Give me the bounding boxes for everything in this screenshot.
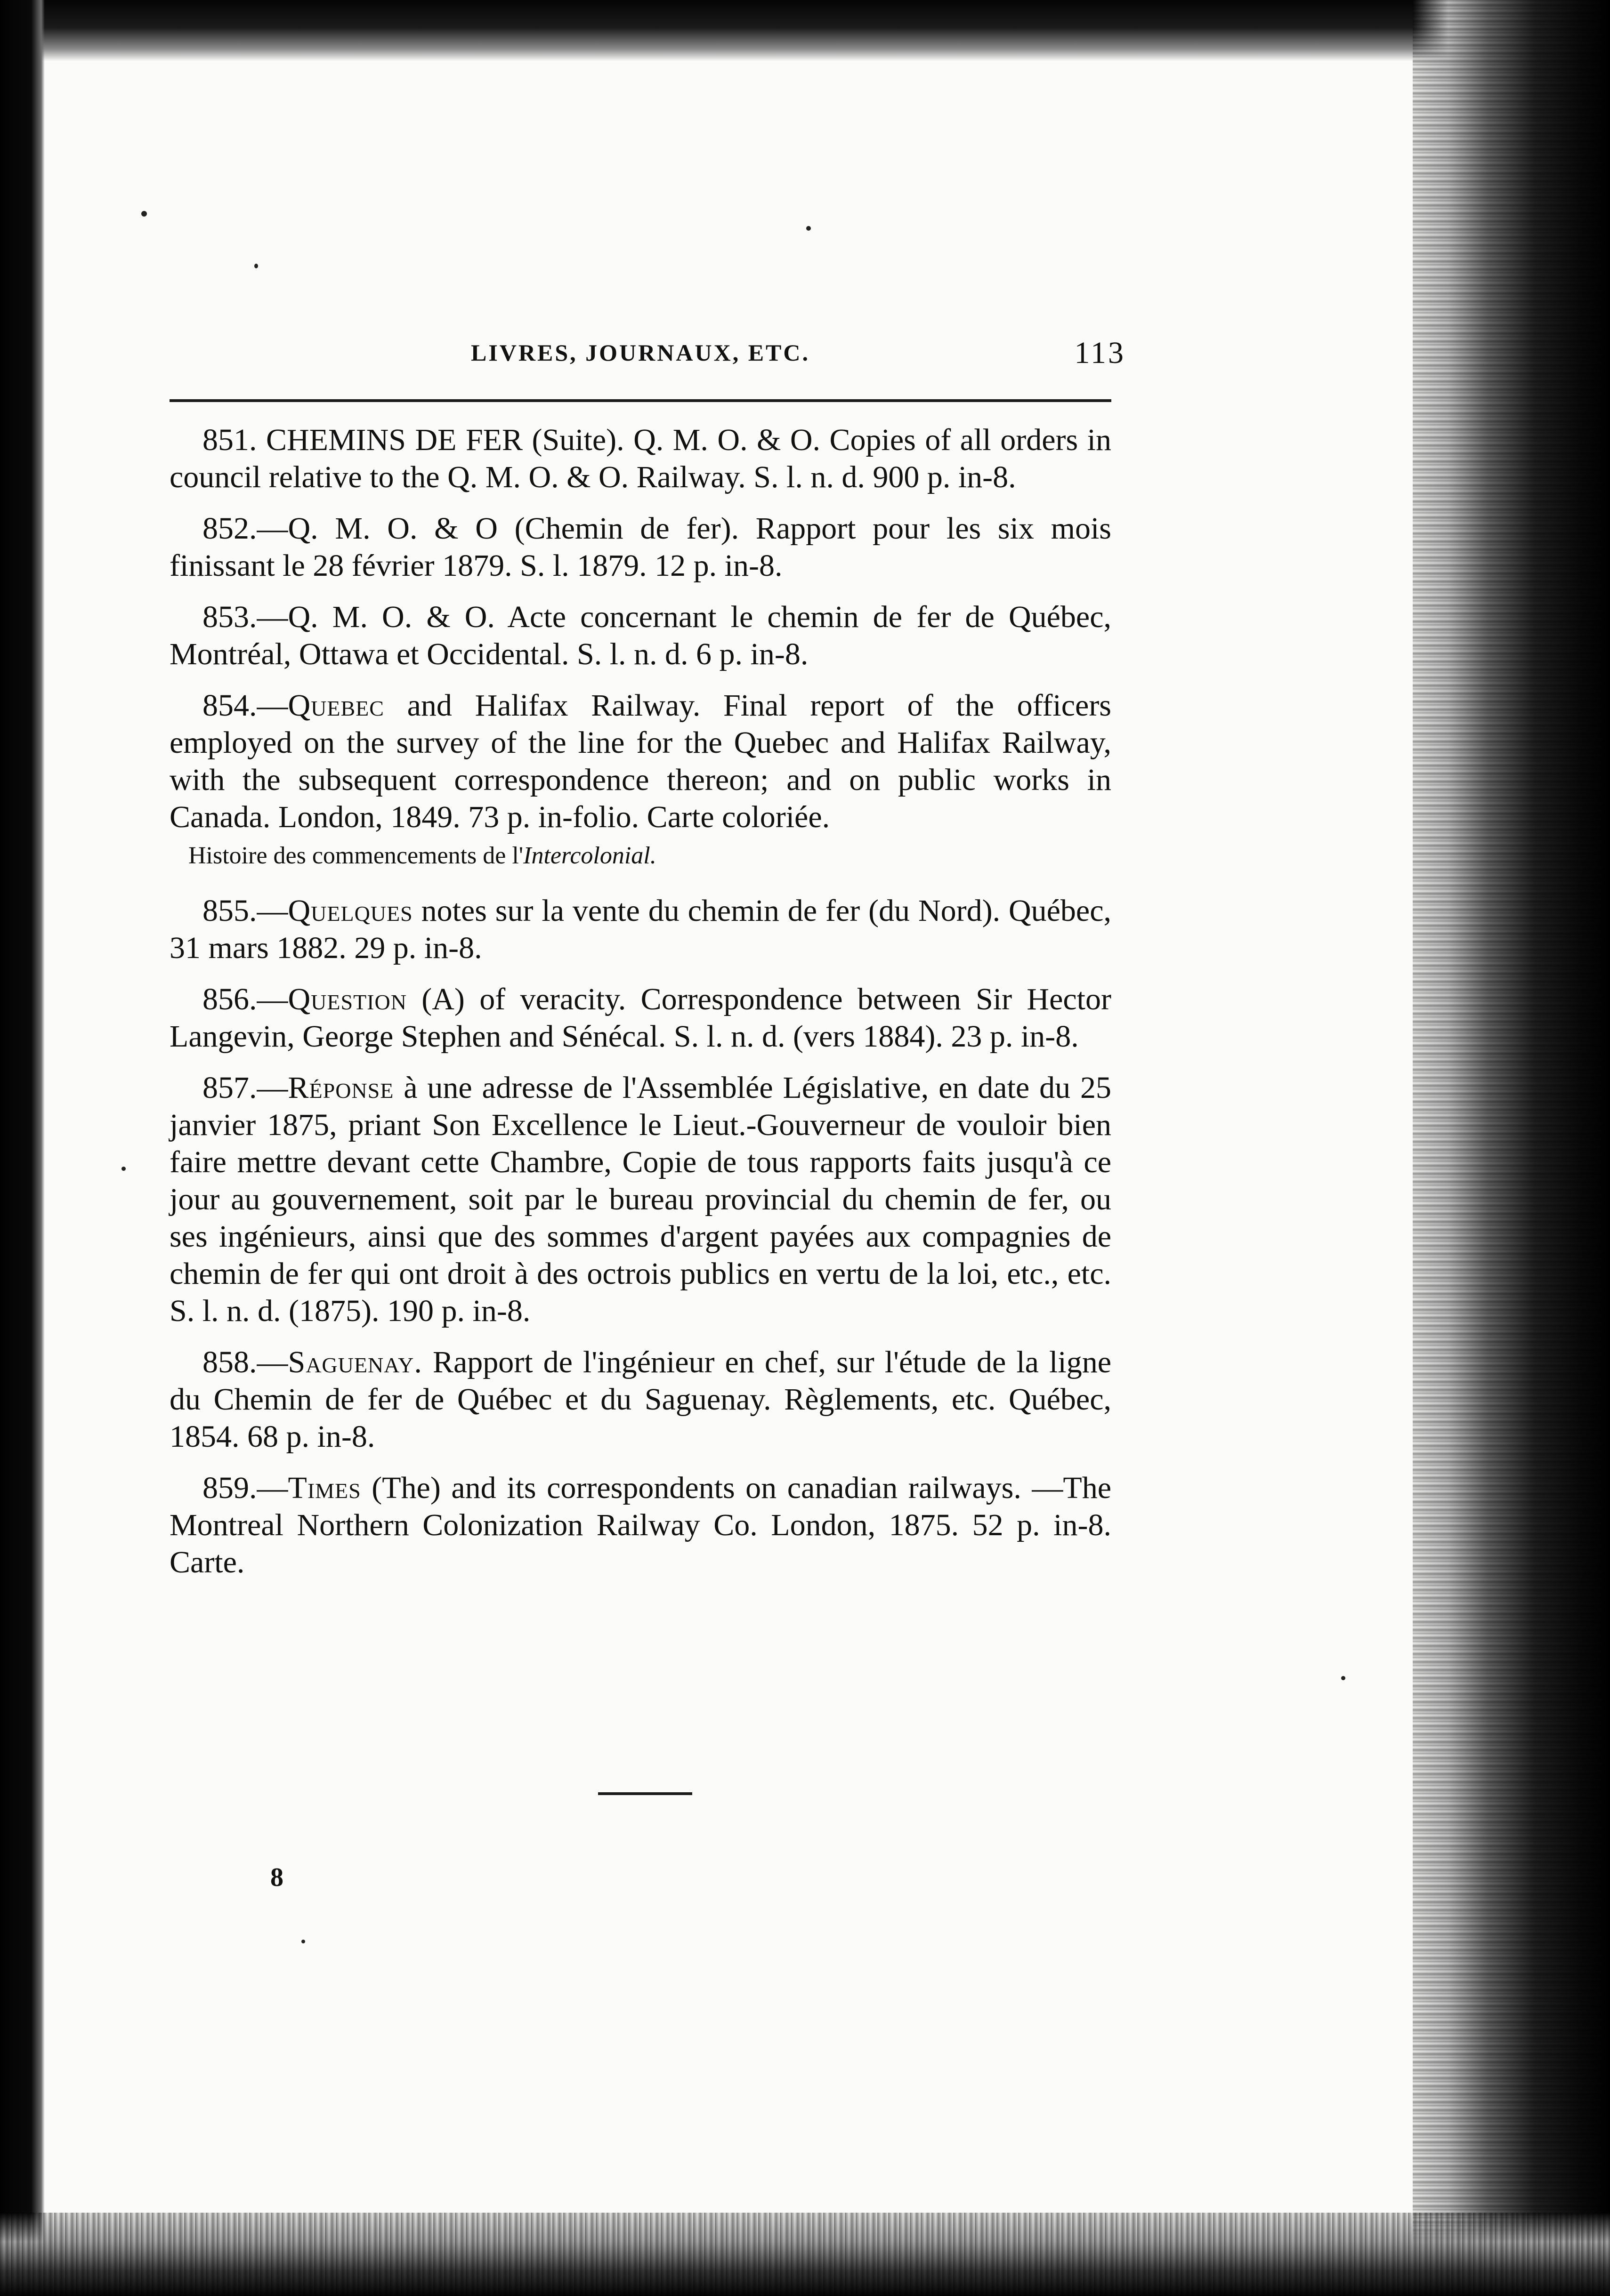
entry-dash: —: [257, 600, 288, 634]
entry-text: (A) of veracity. Correspondence between Sir Hector Langevin, George Stephen and Sénécal. S. l. n. d. (vers 1884). 23 p. in-8.: [170, 982, 1111, 1054]
entry-heading: CHEMINS DE FER: [266, 423, 523, 457]
entry-heading: Question: [288, 982, 407, 1016]
entry-number: 852.: [202, 511, 257, 546]
running-head: [170, 336, 1125, 377]
entry-number: 855.: [202, 894, 257, 928]
entry-number: 857.: [202, 1071, 257, 1105]
entry-text: notes sur la vente du chemin de fer (du Nord). Québec, 31 mars 1882. 29 p. in-8.: [170, 894, 1111, 965]
entry-text: Q. M. O. & O. Acte concernant le chemin de fer de Québec, Montréal, Ottawa et Occidental. S. l. n. d. 6 p. in-8.: [170, 600, 1111, 671]
entry-dash: —: [257, 1071, 288, 1105]
entry-number: 858.: [202, 1345, 257, 1379]
entry-851: [170, 421, 1111, 496]
entry-dash: —: [257, 1471, 288, 1505]
entry-number: 859.: [202, 1471, 257, 1505]
entry-heading: Saguenay.: [288, 1345, 422, 1379]
entry-857: [170, 1069, 1111, 1329]
entry-852: [170, 510, 1111, 584]
section-end-rule: [598, 1792, 692, 1795]
entry-859: [170, 1469, 1111, 1581]
entry-856: [170, 981, 1111, 1055]
entry-number: 851.: [202, 423, 257, 457]
entry-heading: Quebec: [288, 688, 384, 723]
note-italic: Intercolonial.: [523, 842, 656, 869]
entry-853: [170, 598, 1111, 673]
entry-text: Rapport de l'ingénieur en chef, sur l'étude de la ligne du Chemin de fer de Québec et du Saguenay. Règlements, etc. Québec, 1854. 68 p. in-8.: [170, 1345, 1111, 1454]
entry-854: [170, 687, 1111, 836]
entry-dash: —: [257, 688, 288, 723]
running-title: LIVRES, JOURNAUX, ETC.: [470, 339, 810, 366]
entry-number: 856.: [202, 982, 257, 1016]
note-text: Histoire des commencements de l': [188, 842, 524, 869]
entry-dash: —: [257, 894, 288, 928]
entry-heading: Quelques: [288, 894, 413, 928]
page-number: 113: [1074, 336, 1125, 370]
entry-number: 854.: [202, 688, 257, 723]
entry-heading: Times: [288, 1471, 361, 1505]
entry-text: à une adresse de l'Assemblée Législative, en date du 25 janvier 1875, priant Son Excellence le Lieut.-Gouverneur de vouloir bien faire mettre devant cette Chambre, Copie de tous rapports faits jusqu'à ce jour au gouvernement, soit par le bureau provincial du chemin de fer, ou ses ingénieurs, ainsi que des sommes d'argent payées aux compagnies de chemin de fer qui ont droit à des octrois publics en vertu de la loi, etc., etc. S. l. n. d. (1875). 190 p. in-8.: [170, 1071, 1111, 1328]
entry-dash: —: [257, 1345, 288, 1379]
entry-text: and Halifax Railway. Final report of the officers employed on the survey of the line for the Quebec and Halifax Railway, with the subsequent correspondence thereon; and on public works in Canada. London, 1849. 73 p. in-folio. Carte coloriée.: [170, 688, 1111, 834]
entry-list: [170, 421, 1111, 1595]
entry-dash: —: [257, 982, 288, 1016]
entry-heading: Réponse: [288, 1071, 394, 1105]
entry-text: (The) and its correspondents on canadian railways. —The Montreal Northern Colonization Railway Co. London, 1875. 52 p. in-8. Carte.: [170, 1471, 1111, 1579]
entry-text: (Suite). Q. M. O. & O. Copies of all orders in council relative to the Q. M. O. & O. Railway. S. l. n. d. 900 p. in-8.: [170, 423, 1112, 494]
header-rule: [170, 399, 1111, 402]
entry-855: [170, 892, 1111, 967]
entry-text: Q. M. O. & O (Chemin de fer). Rapport pour les six mois finissant le 28 février 1879. S. l. 1879. 12 p. in-8.: [170, 511, 1111, 583]
entry-858: [170, 1344, 1111, 1455]
entry-number: 853.: [202, 600, 257, 634]
entry-854-note: [170, 841, 1111, 870]
signature-mark: 8: [270, 1863, 283, 1892]
entry-dash: —: [257, 511, 288, 546]
